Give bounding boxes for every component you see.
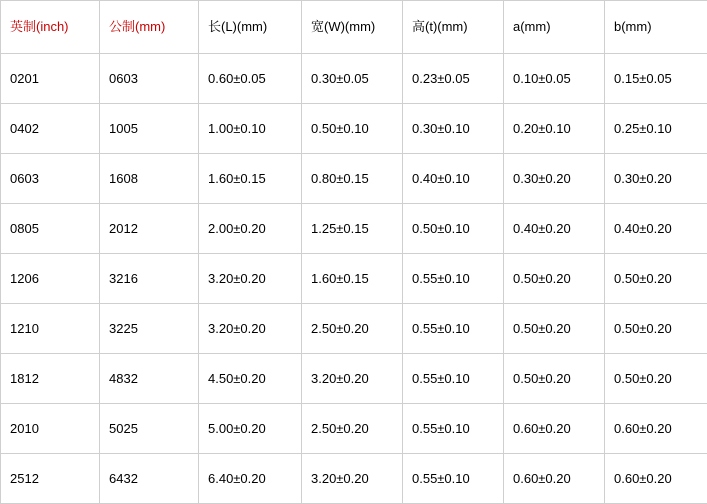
cell-imperial: 1206	[1, 254, 100, 304]
cell-width: 2.50±0.20	[302, 404, 403, 454]
cell-thickness: 0.23±0.05	[403, 54, 504, 104]
cell-metric: 6432	[100, 454, 199, 504]
cell-length: 3.20±0.20	[199, 254, 302, 304]
cell-a: 0.30±0.20	[504, 154, 605, 204]
cell-width: 0.50±0.10	[302, 104, 403, 154]
cell-thickness: 0.55±0.10	[403, 254, 504, 304]
cell-b: 0.60±0.20	[605, 404, 707, 454]
cell-width: 1.25±0.15	[302, 204, 403, 254]
cell-width: 0.30±0.05	[302, 54, 403, 104]
cell-metric: 4832	[100, 354, 199, 404]
cell-a: 0.40±0.20	[504, 204, 605, 254]
cell-a: 0.50±0.20	[504, 304, 605, 354]
table-row	[1, 454, 707, 504]
cell-b: 0.25±0.10	[605, 104, 707, 154]
table-header-row	[1, 1, 707, 54]
cell-metric: 5025	[100, 404, 199, 454]
column-header-thickness: 高(t)(mm)	[403, 1, 504, 54]
cell-imperial: 2010	[1, 404, 100, 454]
cell-metric: 1608	[100, 154, 199, 204]
cell-thickness: 0.40±0.10	[403, 154, 504, 204]
table-row	[1, 104, 707, 154]
column-header-width: 宽(W)(mm)	[302, 1, 403, 54]
cell-a: 0.20±0.10	[504, 104, 605, 154]
cell-imperial: 0402	[1, 104, 100, 154]
cell-a: 0.60±0.20	[504, 454, 605, 504]
cell-thickness: 0.55±0.10	[403, 354, 504, 404]
column-header-length: 长(L)(mm)	[199, 1, 302, 54]
cell-thickness: 0.55±0.10	[403, 304, 504, 354]
cell-length: 1.60±0.15	[199, 154, 302, 204]
cell-metric: 3216	[100, 254, 199, 304]
cell-b: 0.30±0.20	[605, 154, 707, 204]
cell-length: 4.50±0.20	[199, 354, 302, 404]
cell-b: 0.50±0.20	[605, 354, 707, 404]
cell-a: 0.60±0.20	[504, 404, 605, 454]
cell-thickness: 0.50±0.10	[403, 204, 504, 254]
cell-length: 5.00±0.20	[199, 404, 302, 454]
table-row	[1, 154, 707, 204]
cell-a: 0.50±0.20	[504, 354, 605, 404]
cell-a: 0.10±0.05	[504, 54, 605, 104]
column-header-b: b(mm)	[605, 1, 707, 54]
cell-width: 3.20±0.20	[302, 454, 403, 504]
cell-imperial: 0805	[1, 204, 100, 254]
cell-length: 0.60±0.05	[199, 54, 302, 104]
cell-width: 0.80±0.15	[302, 154, 403, 204]
cell-metric: 0603	[100, 54, 199, 104]
cell-length: 2.00±0.20	[199, 204, 302, 254]
cell-metric: 3225	[100, 304, 199, 354]
cell-b: 0.60±0.20	[605, 454, 707, 504]
table-row	[1, 354, 707, 404]
table-row	[1, 254, 707, 304]
cell-b: 0.40±0.20	[605, 204, 707, 254]
cell-width: 3.20±0.20	[302, 354, 403, 404]
table-row	[1, 54, 707, 104]
cell-a: 0.50±0.20	[504, 254, 605, 304]
table-row	[1, 204, 707, 254]
cell-b: 0.15±0.05	[605, 54, 707, 104]
cell-length: 6.40±0.20	[199, 454, 302, 504]
cell-imperial: 2512	[1, 454, 100, 504]
cell-b: 0.50±0.20	[605, 304, 707, 354]
cell-length: 3.20±0.20	[199, 304, 302, 354]
cell-width: 1.60±0.15	[302, 254, 403, 304]
table-header	[1, 1, 707, 54]
cell-thickness: 0.55±0.10	[403, 404, 504, 454]
cell-imperial: 0603	[1, 154, 100, 204]
cell-width: 2.50±0.20	[302, 304, 403, 354]
column-header-metric: 公制(mm)	[100, 1, 199, 54]
cell-imperial: 0201	[1, 54, 100, 104]
table-row	[1, 304, 707, 354]
table-row	[1, 404, 707, 454]
cell-thickness: 0.55±0.10	[403, 454, 504, 504]
column-header-imperial: 英制(inch)	[1, 1, 100, 54]
cell-metric: 2012	[100, 204, 199, 254]
cell-imperial: 1210	[1, 304, 100, 354]
cell-b: 0.50±0.20	[605, 254, 707, 304]
table-body	[1, 54, 707, 504]
cell-thickness: 0.30±0.10	[403, 104, 504, 154]
cell-metric: 1005	[100, 104, 199, 154]
cell-length: 1.00±0.10	[199, 104, 302, 154]
cell-imperial: 1812	[1, 354, 100, 404]
column-header-a: a(mm)	[504, 1, 605, 54]
